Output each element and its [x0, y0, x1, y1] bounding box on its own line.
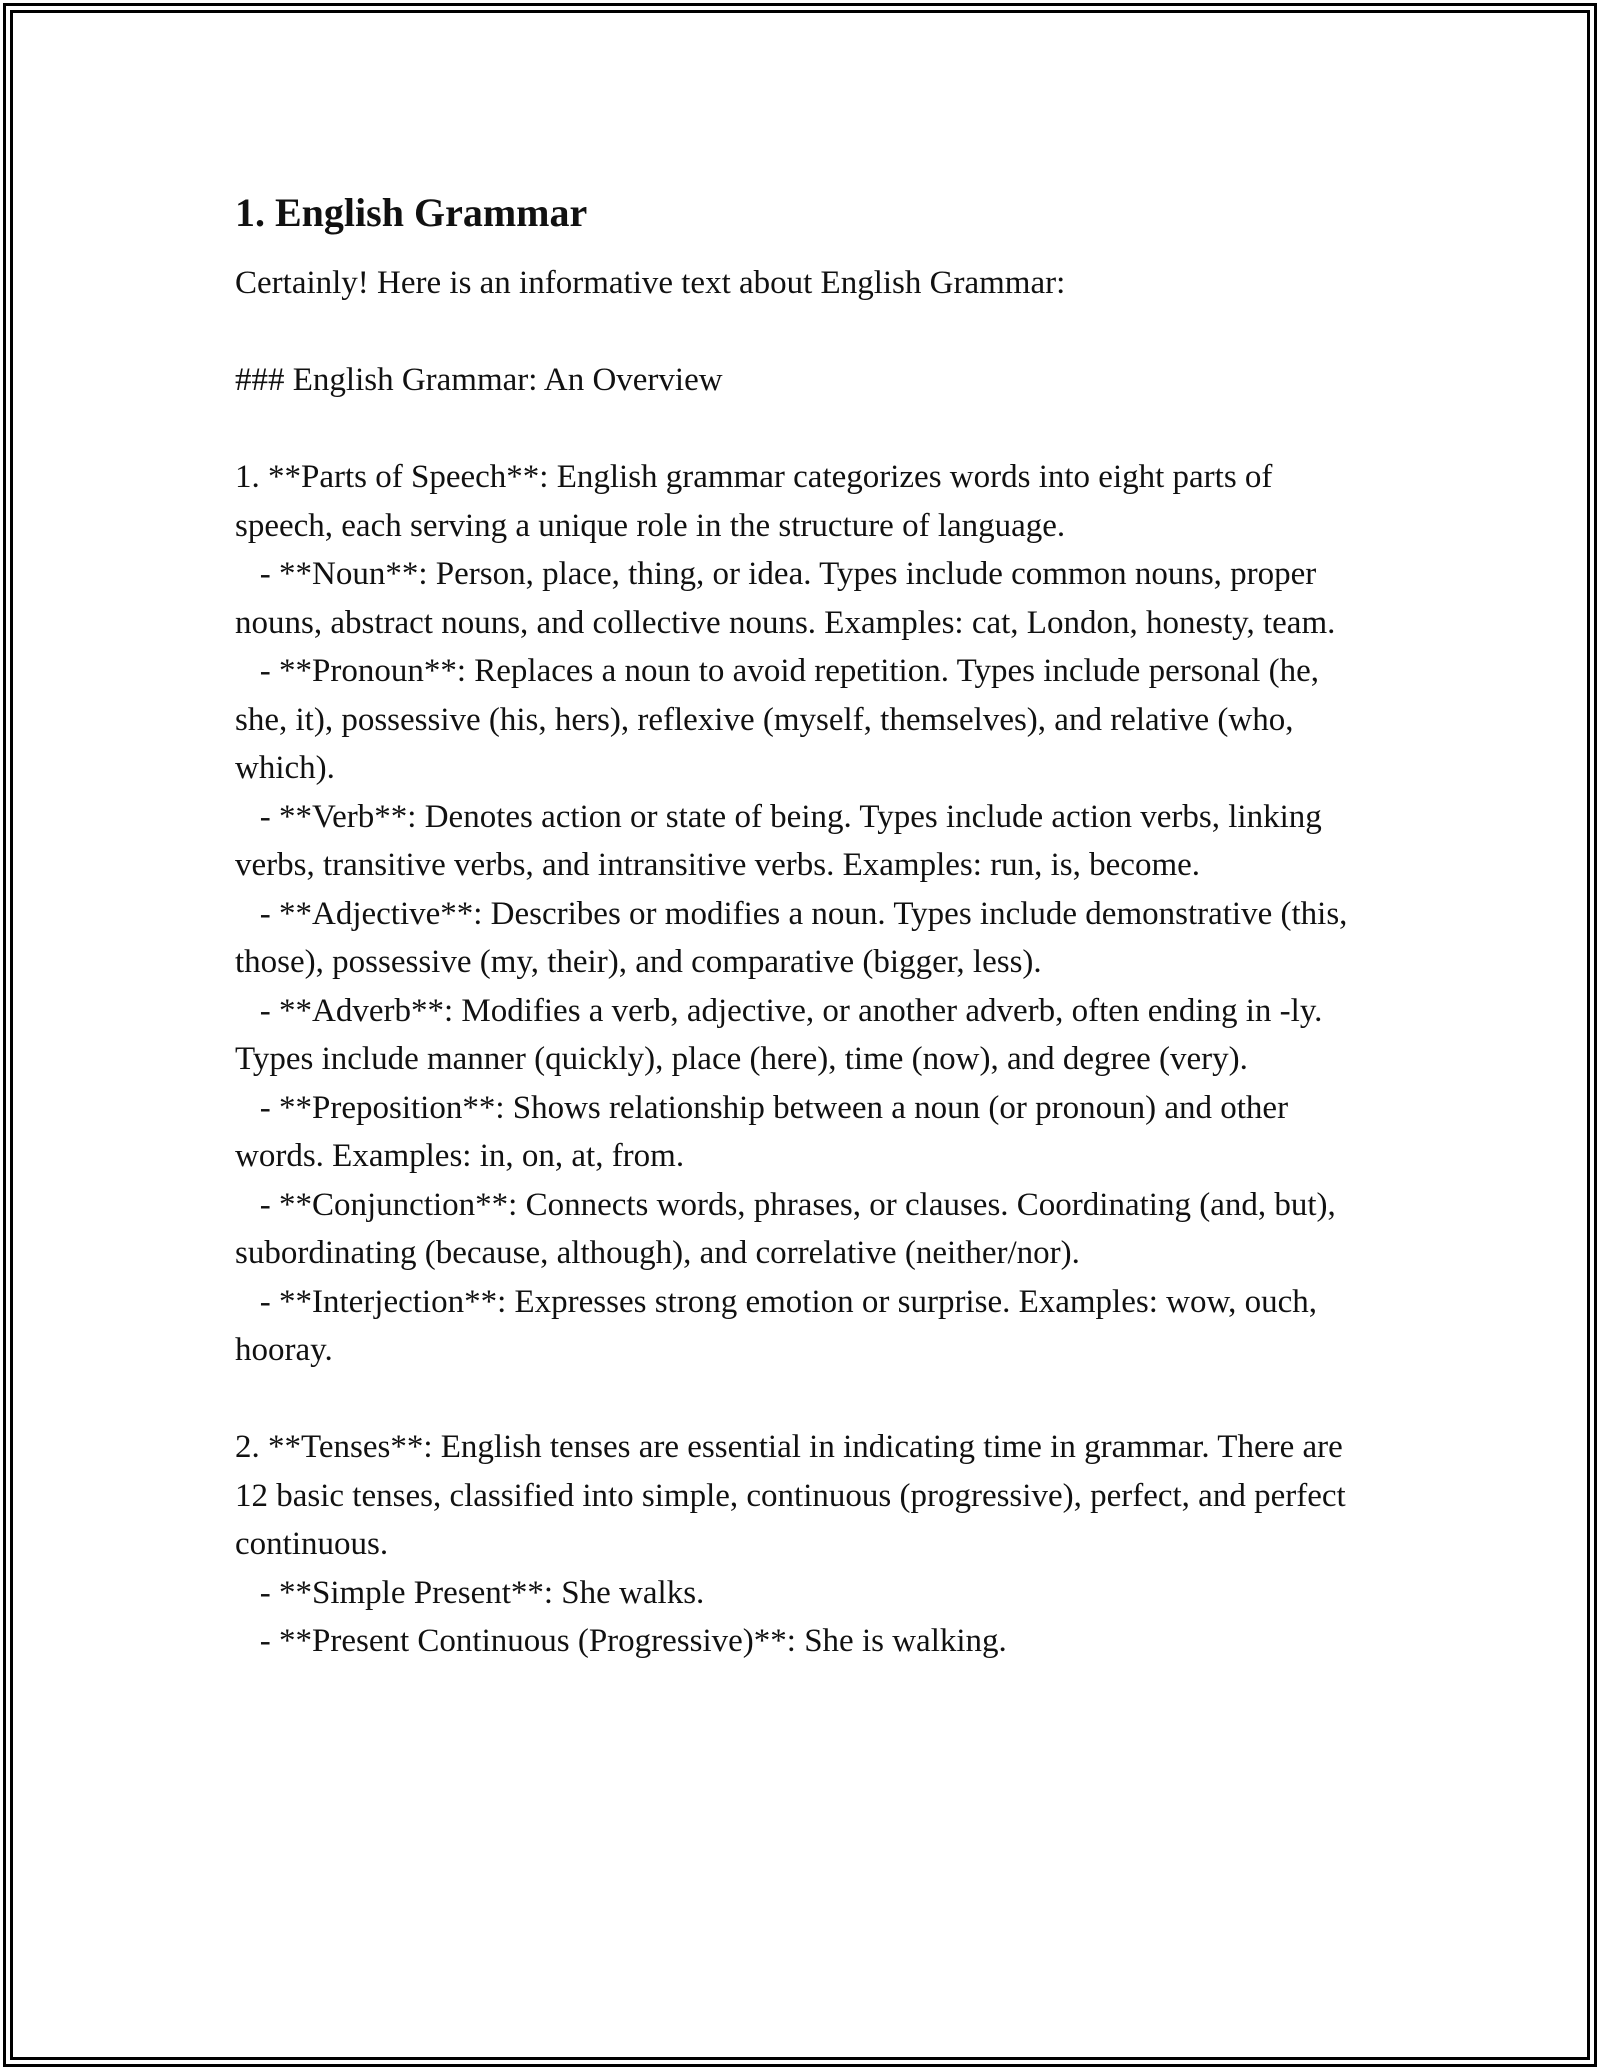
- list-item-verb: - **Verb**: Denotes action or state of being. Types include action verbs, linking verbs, transitive verbs, and intransitive verbs. Examples: run, is, become.: [235, 798, 1330, 883]
- spacer: [235, 1375, 1355, 1424]
- list-item-interjection: - **Interjection**: Expresses strong emotion or surprise. Examples: wow, ouch, hooray.: [235, 1283, 1326, 1368]
- list-item-pronoun: - **Pronoun**: Replaces a noun to avoid repetition. Types include personal (he, she, it), possessive (his, hers), reflexive (myself, themselves), and relative (who, which).: [235, 653, 1328, 786]
- overview-heading: ### English Grammar: An Overview: [235, 362, 723, 398]
- spacer: [235, 308, 1355, 357]
- list-item-adjective: - **Adjective**: Describes or modifies a noun. Types include demonstrative (this, those), possessive (my, their), and comparative (bigger, less).: [235, 895, 1356, 980]
- document-body: [235, 185, 1355, 1666]
- tenses-lead: 2. **Tenses**: English tenses are essential in indicating time in grammar. There are 12 basic tenses, classified into simple, continuous (progressive), perfect, and perfect continuous.: [235, 1429, 1354, 1562]
- spacer: [235, 405, 1355, 454]
- intro-paragraph: Certainly! Here is an informative text about English Grammar:: [235, 265, 1066, 301]
- list-item-simple-present: - **Simple Present**: She walks.: [235, 1574, 705, 1611]
- document-title: 1. English Grammar: [235, 190, 588, 235]
- list-item-conjunction: - **Conjunction**: Connects words, phrases, or clauses. Coordinating (and, but), subordinating (because, although), and correlative (neither/nor).: [235, 1186, 1344, 1271]
- list-item-present-continuous: - **Present Continuous (Progressive)**: She is walking.: [235, 1623, 1007, 1659]
- list-item-preposition: - **Preposition**: Shows relationship between a noun (or pronoun) and other words. Examples: in, on, at, from.: [235, 1089, 1297, 1174]
- list-item-noun: - **Noun**: Person, place, thing, or idea. Types include common nouns, proper nouns, abstract nouns, and collective nouns. Examples: cat, London, honesty, team.: [235, 556, 1336, 641]
- list-item-adverb: - **Adverb**: Modifies a verb, adjective, or another adverb, often ending in -ly. Types include manner (quickly), place (here), time (now), and degree (very).: [235, 992, 1331, 1077]
- parts-of-speech-lead: 1. **Parts of Speech**: English grammar categorizes words into eight parts of speech, each serving a unique role in the structure of language.: [235, 459, 1281, 544]
